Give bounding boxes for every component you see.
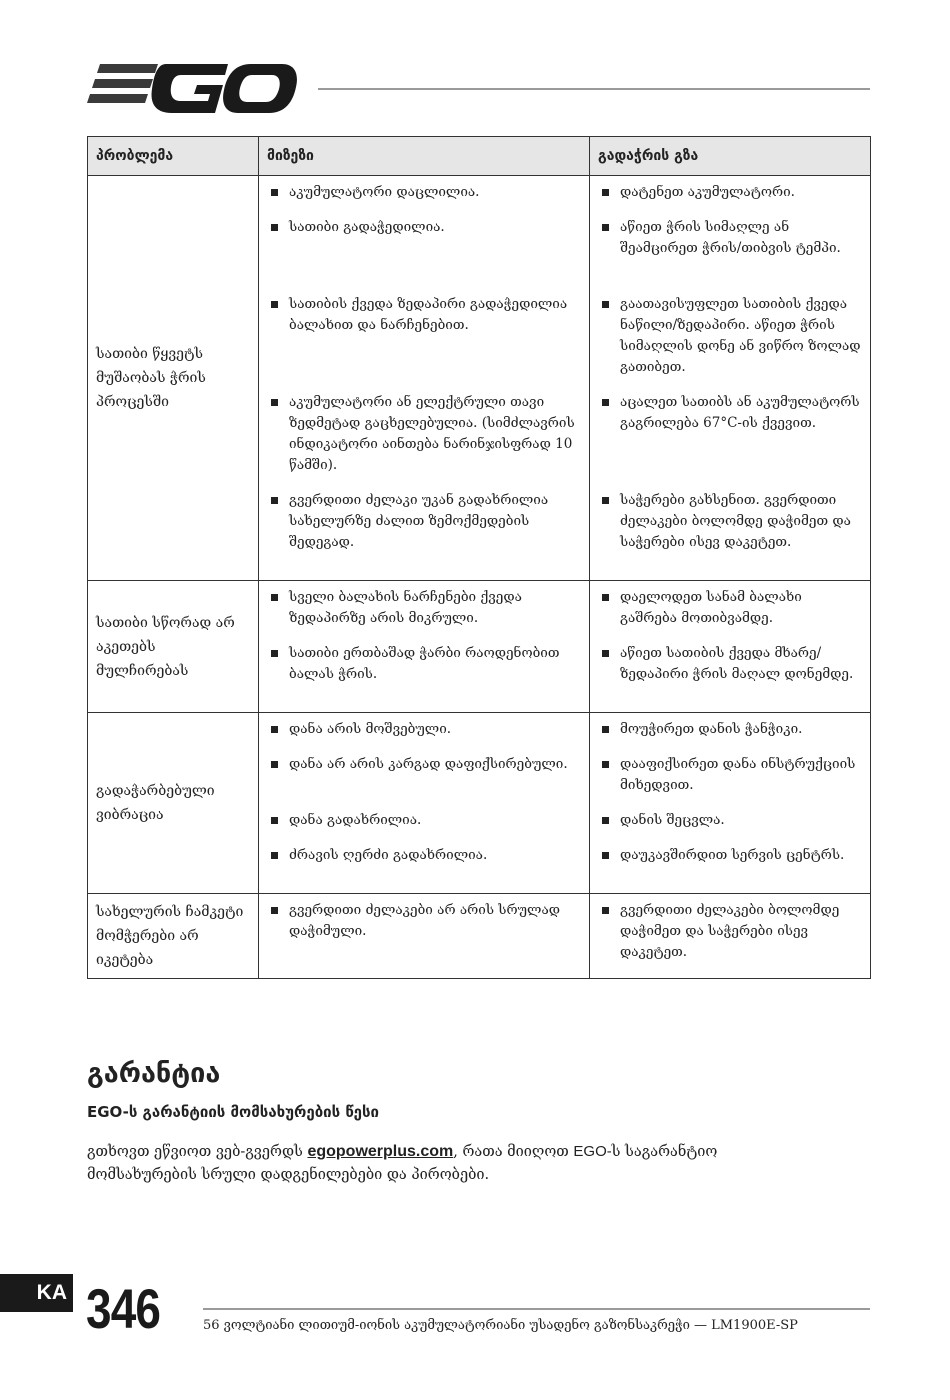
footer-rule xyxy=(203,1308,870,1310)
solution-item: დაუკავშირდით სერვის ცენტრს. xyxy=(598,845,862,887)
header-cause: მიზეზი xyxy=(259,137,590,176)
table-row xyxy=(88,894,871,979)
cause-item: დანა არის მოშვებული. xyxy=(267,719,581,740)
problem-cell: სათიბი სწორად არ აკეთებს მულჩირებას xyxy=(88,581,259,713)
ego-logo xyxy=(86,62,298,114)
solution-item: მოუჭირეთ დანის ჭანჭიკი. xyxy=(598,719,862,740)
warranty-text-after: -ს საგარანტიო მომსახურების სრული დადგენილებები და პირობები. xyxy=(87,1144,718,1183)
troubleshooting-table xyxy=(87,136,871,979)
solution-item: აწიეთ სათიბის ქვედა მხარე/ზედაპირი ჭრის მაღალ დონემდე. xyxy=(598,643,862,706)
warranty-subtitle: EGO-ს გარანტიის მომსახურების წესი xyxy=(87,1103,379,1121)
warranty-text xyxy=(87,1140,807,1187)
warranty-link[interactable]: egopowerplus.com xyxy=(307,1143,454,1160)
solutions-cell xyxy=(590,894,871,979)
header-problem: პრობლემა xyxy=(88,137,259,176)
table-row xyxy=(88,713,871,894)
problem-cell: სათიბი წყვეტს მუშაობას ჭრის პროცესში xyxy=(88,176,259,581)
cause-item: სათიბის ქვედა ზედაპირი გადაჭედილია ბალახით და ნარჩენებით. xyxy=(267,294,581,378)
solution-item: დანის შეცვლა. xyxy=(598,810,862,831)
causes-cell xyxy=(259,894,590,979)
cause-item: დანა არ არის კარგად დაფიქსირებული. xyxy=(267,754,581,796)
cause-item: დანა გადახრილია. xyxy=(267,810,581,831)
table-row xyxy=(88,176,871,581)
footer-text: 56 ვოლტიანი ლითიუმ-იონის აკუმულატორიანი უსადენო გაზონსაკრეჭი — LM1900E-SP xyxy=(203,1318,798,1333)
table-header-row xyxy=(88,137,871,176)
problem-cell: სახელურის ჩამკეტი მომჭერები არ იკეტება xyxy=(88,894,259,979)
header-solution: გადაჭრის გზა xyxy=(590,137,871,176)
causes-cell xyxy=(259,176,590,581)
cause-item: აკუმულატორი ან ელექტრული თავი ზედმეტად გაცხელებულია. (სიმძლავრის ინდიკატორი აინთება ნარინჯისფრად 10 წამში). xyxy=(267,392,581,476)
solution-item: გაათავისუფლეთ სათიბის ქვედა ნაწილი/ზედაპირი. აწიეთ ჭრის სიმაღლის დონე ან ვიწრო ზოლად გათიბეთ. xyxy=(598,294,862,378)
solution-item: დაელოდეთ სანამ ბალახი გაშრება მოთიბვამდე. xyxy=(598,587,862,629)
causes-cell xyxy=(259,581,590,713)
cause-item: სათიბი გადაჭედილია. xyxy=(267,217,581,280)
cause-item: აკუმულატორი დაცლილია. xyxy=(267,182,581,203)
solution-item: დატენეთ აკუმულატორი. xyxy=(598,182,862,203)
warranty-text-before: გთხოვთ ეწვიოთ ვებ-გვერდს xyxy=(87,1144,308,1160)
cause-item: სათიბი ერთბაშად ჭარბი რაოდენობით ბალას ჭრის. xyxy=(267,643,581,706)
solutions-cell xyxy=(590,176,871,581)
solution-item: დააფიქსირეთ დანა ინსტრუქციის მიხედვით. xyxy=(598,754,862,796)
header-rule xyxy=(318,88,870,90)
table-row xyxy=(88,581,871,713)
solutions-cell xyxy=(590,581,871,713)
language-badge: KA xyxy=(0,1274,73,1312)
cause-item: გვერდითი ძელაკი უკან გადახრილია სახელურზე ძალით ზემოქმედების შედეგად. xyxy=(267,490,581,574)
warranty-text-middle: , რათა მიიღოთ xyxy=(453,1144,574,1160)
page-number: 346 xyxy=(86,1277,161,1340)
solution-item: აცალეთ სათიბს ან აკუმულატორს გაგრილება 67°C-ის ქვევით. xyxy=(598,392,862,476)
solution-item: გვერდითი ძელაკები ბოლომდე დაჭიმეთ და საჭერები ისევ დაკეტეთ. xyxy=(598,900,862,963)
solution-item: საჭერები გახსენით. გვერდითი ძელაკები ბოლომდე დაჭიმეთ და საჭერები ისევ დაკეტეთ. xyxy=(598,490,862,574)
warranty-title: გარანტია xyxy=(87,1058,221,1089)
warranty-brand: EGO xyxy=(573,1143,607,1160)
solutions-cell xyxy=(590,713,871,894)
cause-item: სველი ბალახის ნარჩენები ქვედა ზედაპირზე არის მიკრული. xyxy=(267,587,581,629)
problem-cell: გადაჭარბებული ვიბრაცია xyxy=(88,713,259,894)
cause-item: ძრავის ღერძი გადახრილია. xyxy=(267,845,581,887)
cause-item: გვერდითი ძელაკები არ არის სრულად დაჭიმული. xyxy=(267,900,581,942)
causes-cell xyxy=(259,713,590,894)
solution-item: აწიეთ ჭრის სიმაღლე ან შეამცირეთ ჭრის/თიბვის ტემპი. xyxy=(598,217,862,280)
